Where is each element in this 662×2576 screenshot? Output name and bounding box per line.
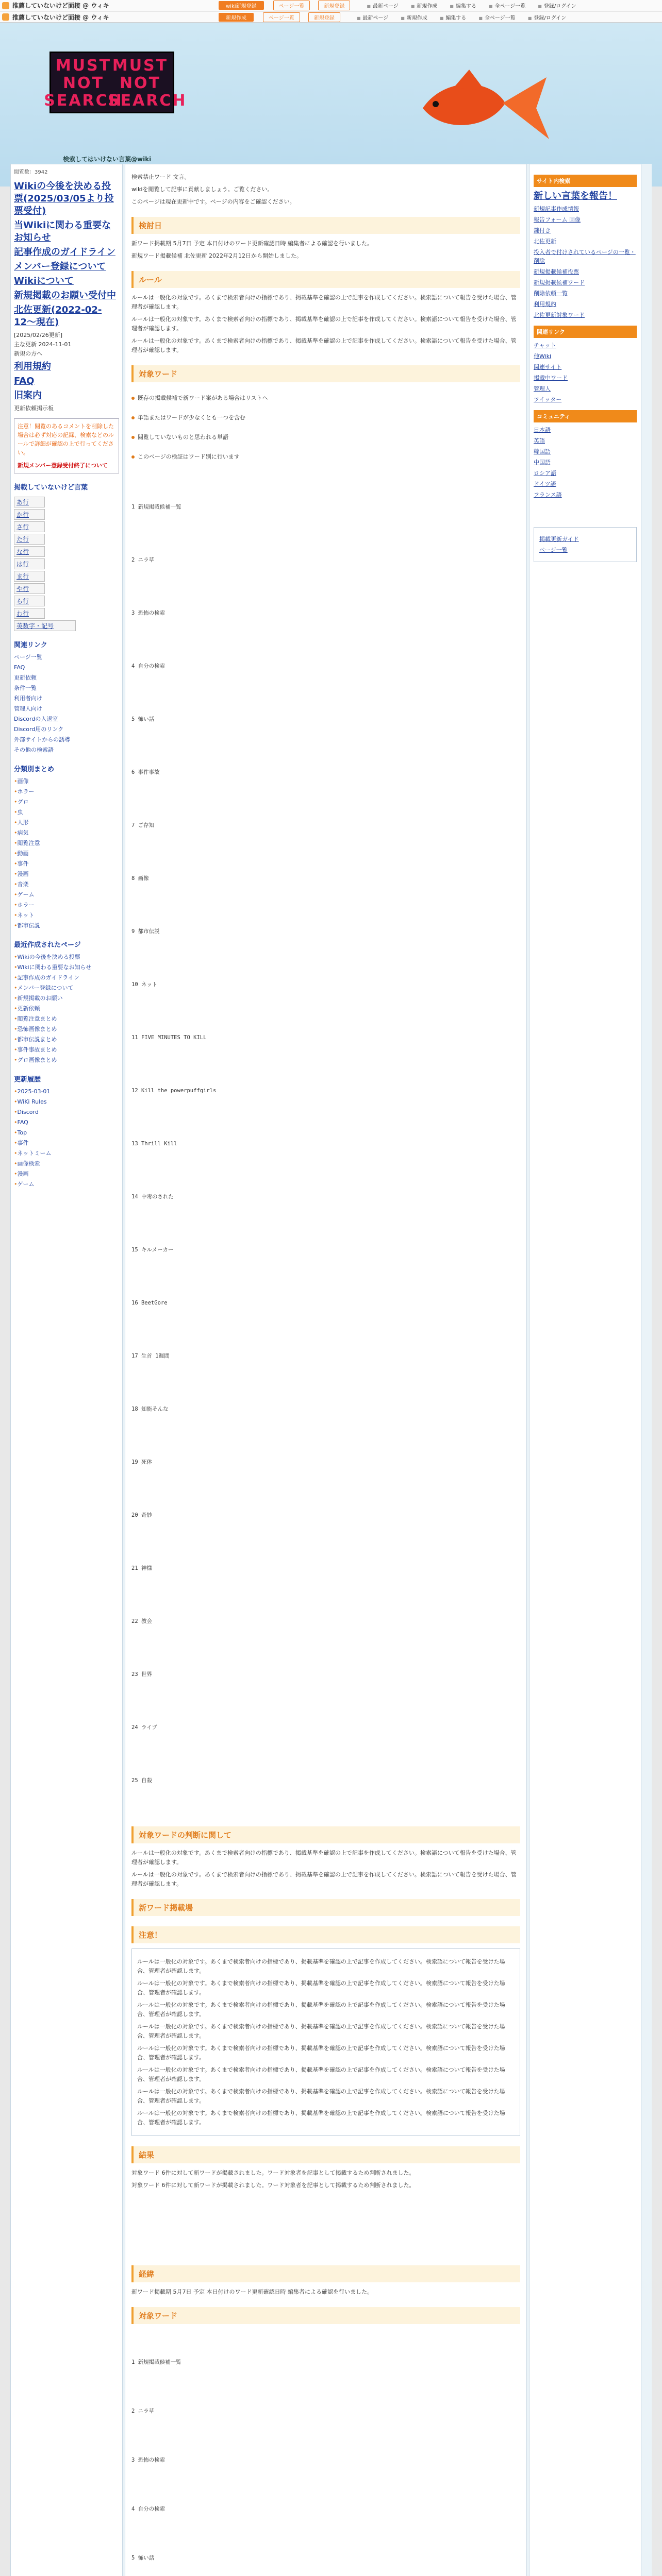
site-header (0, 23, 662, 187)
right-link[interactable]: 管理人 (534, 385, 551, 392)
right-link[interactable]: 他Wiki (534, 353, 552, 360)
kana-button[interactable]: さ行 (14, 521, 45, 532)
recent-link[interactable]: • 恐怖画像まとめ (14, 1024, 119, 1035)
goldfish-icon (412, 67, 557, 149)
banner-title-right: MUST NOT SEARCH (108, 57, 187, 110)
related-link[interactable]: FAQ (14, 664, 25, 671)
right-link[interactable]: 投入者で付けされているページの一覧・削除 (534, 249, 636, 264)
related-link[interactable]: 外部サイトからの誘導 (14, 736, 71, 743)
right-link[interactable]: チャット (534, 342, 556, 349)
history-link[interactable]: • WiKi Rules (14, 1097, 119, 1107)
topic-link[interactable]: ■ 全ページ一覧 (489, 2, 525, 9)
site-banner[interactable] (44, 52, 187, 113)
history-title: 更新履歴 (14, 1076, 41, 1083)
note: ルールは一般化の対象です。あくまで検索者向けの指標であり、掲載基準を確認の上で記事を作成してください。検索語について報告を受けた場合、管理者が確認します。 (137, 2110, 505, 2126)
right-link[interactable]: ドイツ語 (534, 481, 556, 487)
kana-button[interactable]: な行 (14, 546, 45, 557)
right-link[interactable]: 新規記事作成情報 (534, 206, 579, 212)
note: ルールは一般化の対象です。あくまで検索者向けの指標であり、掲載基準を確認の上で記事を作成してください。検索語について報告を受けた場合、管理者が確認します。 (137, 2066, 505, 2082)
recent-link[interactable]: • 更新依頼 (14, 1004, 119, 1014)
related-link[interactable]: 利用者向け (14, 695, 42, 702)
right-link[interactable]: 鍵付き (534, 227, 551, 234)
type-link[interactable]: • 病気 (14, 828, 119, 838)
top-toolbar (0, 0, 662, 23)
note: ルールは一般化の対象です。あくまで検索者向けの指標であり、掲載基準を確認の上で記事を作成してください。検索語について報告を受けた場合、管理者が確認します。 (137, 2023, 505, 2039)
history-link[interactable]: • ネットミーム (14, 1148, 119, 1159)
topic-link[interactable]: ■ 編集する (440, 13, 467, 21)
right-link[interactable]: 報告フォーム 画像 (534, 216, 581, 223)
nav-vote[interactable]: Wikiの今後を決める投票(2025/03/05より投票受付) (14, 181, 114, 216)
kana-button[interactable]: あ行 (14, 497, 45, 507)
paragraph: 新ワード掲載期 5月7日 予定 本日付けのワード更新確認日時 編集者による確認を行いました。 (131, 240, 373, 247)
recent-link[interactable]: • 記事作成のガイドライン (14, 973, 119, 983)
type-link[interactable]: • 虫 (14, 807, 119, 818)
right-link[interactable]: ロシア語 (534, 470, 556, 477)
type-link[interactable]: • グロ (14, 797, 119, 807)
right-link[interactable]: 掲載更新ガイド (539, 536, 579, 543)
right-heading: 関連リンク (534, 326, 637, 338)
right-link[interactable]: 日本語 (534, 427, 551, 433)
history-link[interactable]: • ゲーム (14, 1179, 119, 1190)
page-list-button[interactable]: ページ一覧 (273, 1, 310, 10)
right-link[interactable]: 削除依頼一覧 (534, 290, 568, 297)
recent-link[interactable]: • 事件事故まとめ (14, 1045, 119, 1055)
main-content (125, 164, 527, 2576)
section-heading: 対象ワード (131, 2307, 520, 2324)
list-item: 単語またはワードが少なくとも一つを含む (131, 413, 520, 421)
right-link[interactable]: 中国語 (534, 459, 551, 466)
notice-box (14, 418, 119, 473)
note: ルールは一般化の対象です。あくまで検索者向けの指標であり、掲載基準を確認の上で記事を作成してください。検索語について報告を受けた場合、管理者が確認します。 (137, 2045, 505, 2061)
register-button[interactable]: 新規登録 (308, 12, 340, 22)
history-links (14, 1087, 119, 1190)
note: ルールは一般化の対象です。あくまで検索者向けの指標であり、掲載基準を確認の上で記事を作成してください。検索語について報告を受けた場合、管理者が確認します。 (137, 1980, 505, 1996)
recent-link[interactable]: • Wikiに関わる重要なお知らせ (14, 962, 119, 973)
nav-old[interactable]: 旧案内 (14, 390, 42, 401)
topic-link[interactable]: ■ 新規作成 (411, 2, 438, 9)
site-name-link[interactable]: 推薦していないけど面接 @ ウィキ (12, 13, 109, 21)
topic-link[interactable]: ■ 最新ページ (357, 13, 388, 21)
history-link[interactable]: • 事件 (14, 1138, 119, 1148)
list-item: このページの検証はワード別に行います (131, 452, 520, 461)
type-link[interactable]: • 画像 (14, 776, 119, 787)
nav-guideline[interactable]: 記事作成のガイドライン (14, 247, 115, 258)
nav-important[interactable]: 当Wikiに関わる重要なお知らせ (14, 220, 111, 243)
atwiki-logo-icon (2, 13, 9, 21)
related-link[interactable]: Discord用のリンク (14, 726, 64, 733)
list-item: 既存の掲載候補で新ワード案がある場合はリストへ (131, 394, 520, 402)
right-link[interactable]: 韓国語 (534, 448, 551, 455)
recent-link[interactable]: • グロ画像まとめ (14, 1055, 119, 1065)
view-count: 閲覧数：3942 (14, 170, 48, 175)
topic-link[interactable]: ■ 登録/ログイン (528, 13, 566, 21)
notes-box (131, 1948, 520, 2136)
atwiki-logo-icon (2, 2, 9, 9)
topic-link[interactable]: ■ 最新ページ (367, 2, 398, 9)
topic-link[interactable]: ■ 登録/ログイン (538, 2, 576, 9)
rules-text: ルールは一般化の対象です。あくまで検索者向けの指標であり、掲載基準を確認の上で記事を作成してください。検索語について報告を受けた場合、管理者が確認します。 (131, 316, 517, 332)
related-link[interactable]: 管理人向け (14, 705, 42, 712)
history-link[interactable]: • 画像検索 (14, 1159, 119, 1169)
new-page-button[interactable]: 新規作成 (219, 13, 254, 22)
nav-member[interactable]: メンバー登録について (14, 261, 106, 272)
type-link[interactable]: • ホラー (14, 787, 119, 797)
section-title: 掲載していないけど言葉 (14, 484, 88, 492)
nav-request[interactable]: 新規掲載のお願い受付中 (14, 290, 116, 301)
type-link[interactable]: • ゲーム (14, 890, 119, 900)
login-button[interactable]: wiki新規登録 (219, 1, 264, 10)
banner-title: MUST NOT SEARCH (44, 57, 123, 110)
update-note[interactable]: 主な更新 2024-11-01 (14, 341, 72, 348)
rules-text: ルールは一般化の対象です。あくまで検索者向けの指標であり、掲載基準を確認の上で記事を作成してください。検索語について報告を受けた場合、管理者が確認します。 (131, 294, 517, 310)
topic-link[interactable]: ■ 新規作成 (401, 13, 427, 21)
related-link[interactable]: Discordの入退室 (14, 716, 58, 722)
related-links (14, 652, 119, 755)
result-text: 対象ワード 6件に対して新ワードが掲載されました。ワード対象者を記事として掲載するため判断されました。 (131, 2182, 415, 2189)
section-heading: ルール (131, 271, 520, 288)
right-link[interactable]: 利用規約 (534, 301, 556, 308)
kana-button[interactable]: か行 (14, 509, 45, 520)
paragraph: 新ワード掲載期 5月7日 予定 本日付けのワード更新確認日時 編集者による確認を行いました。 (131, 2289, 373, 2295)
update-date: [2025/02/26更新] (14, 332, 62, 338)
toolbar-row (0, 0, 662, 11)
register-button[interactable]: 新規登録 (318, 1, 350, 10)
recent-links (14, 952, 119, 1065)
right-link[interactable]: フランス語 (534, 492, 562, 498)
section-heading: 新ワード掲載場 (131, 1899, 520, 1916)
warning-text: 新規メンバー登録受付終了について (18, 462, 108, 469)
page-wrapper (10, 164, 652, 2576)
newcomer-link[interactable]: 新規の方へ (14, 350, 42, 357)
right-link[interactable]: 北佐更新 (534, 238, 556, 245)
word-list: 1 新規掲載候補一覧 2 ニラ草 3 恐怖の検索 4 自分の検索 5 怖い話 6 事件事故 7 ご存知 8 画像 9 都市伝説 10 ネット 11 FIVE MINUTES TO KILL 12 Kill the powerpuffgirls 13 Thrill Kill 14 中毒のされた 15 キルメーカー 16 BeetGore 17 生首 1週間 18 知能そんな 19 死体 20 奇妙 21 神様 22 教会 23 世界 24 ライブ 25 自殺 (131, 504, 217, 1784)
intro-text: wikiを閲覧して記事に貢献しましょう。ご覧ください。 (131, 186, 273, 193)
section-heading: 結果 (131, 2146, 520, 2163)
recent-link[interactable]: • 新規掲載のお願い (14, 993, 119, 1004)
type-link[interactable]: • 動画 (14, 849, 119, 859)
note: ルールは一般化の対象です。あくまで検索者向けの指標であり、掲載基準を確認の上で記事を作成してください。検索語について報告を受けた場合、管理者が確認します。 (137, 1958, 505, 1974)
kana-button[interactable]: ら行 (14, 596, 45, 606)
right-link[interactable]: ページ一覧 (539, 547, 568, 553)
paragraph: ルールは一般化の対象です。あくまで検索者向けの指標であり、掲載基準を確認の上で記事を作成してください。検索語について報告を受けた場合、管理者が確認します。 (131, 1871, 517, 1887)
nav-about[interactable]: Wikiについて (14, 276, 74, 286)
topic-link[interactable]: ■ 編集する (450, 2, 476, 9)
site-name-link[interactable]: 推薦していないけど面接 @ ウィキ (12, 2, 109, 9)
kana-button[interactable]: 英数字・記号 (14, 620, 76, 631)
paragraph: ルールは一般化の対象です。あくまで検索者向けの指標であり、掲載基準を確認の上で記事を作成してください。検索語について報告を受けた場合、管理者が確認します。 (131, 1850, 517, 1866)
kana-index (14, 497, 119, 631)
nav-faq[interactable]: FAQ (14, 376, 35, 386)
right-link[interactable]: ツイッター (534, 396, 562, 403)
right-link[interactable]: 新規掲載候補ワード (534, 279, 585, 286)
page-list-button[interactable]: ページ一覧 (263, 12, 300, 22)
kana-button[interactable]: わ行 (14, 608, 45, 619)
types-title: 分類別まとめ (14, 766, 55, 773)
related-link[interactable]: 条件一覧 (14, 685, 37, 691)
section-heading: 注意！ (131, 1926, 520, 1943)
intro-text: 検索禁止ワード 文言。 (131, 174, 190, 180)
recent-link[interactable]: • メンバー登録について (14, 983, 119, 993)
history-link[interactable]: • Discord (14, 1107, 119, 1117)
related-link[interactable]: その他の検索語 (14, 747, 54, 753)
section-heading: 経緯 (131, 2265, 520, 2282)
note: ルールは一般化の対象です。あくまで検索者向けの指標であり、掲載基準を確認の上で記事を作成してください。検索語について報告を受けた場合、管理者が確認します。 (137, 2002, 505, 2018)
right-link[interactable]: 掲載中ワード (534, 375, 568, 381)
type-links (14, 776, 119, 931)
bbs-link[interactable]: 更新依頼掲示板 (14, 405, 54, 412)
nav-terms[interactable]: 利用規約 (14, 361, 51, 372)
note: ルールは一般化の対象です。あくまで検索者向けの指標であり、掲載基準を確認の上で記事を作成してください。検索語について報告を受けた場合、管理者が確認します。 (137, 2088, 505, 2104)
right-link[interactable]: 英語 (534, 437, 545, 444)
section-heading: 対象ワードの判断に関して (131, 1826, 520, 1843)
type-link[interactable]: • 人形 (14, 818, 119, 828)
right-link[interactable]: 北佐更新対象ワード (534, 312, 585, 318)
type-link[interactable]: • 事件 (14, 859, 119, 869)
notice-text: 注意！閲覧のあるコメントを削除した場合は必ず対応の記録、検索などのルールで詳細が確認の上で行ってください。 (18, 423, 114, 456)
result-text: 対象ワード 6件に対して新ワードが掲載されました。ワード対象者を記事として掲載するため判断されました。 (131, 2170, 415, 2176)
site-subtitle: 検索してはいけない言葉@wiki (63, 156, 152, 163)
rules-text: ルールは一般化の対象です。あくまで検索者向けの指標であり、掲載基準を確認の上で記事を作成してください。検索語について報告を受けた場合、管理者が確認します。 (131, 337, 517, 353)
report-link[interactable]: 新しい言葉を報告！ (534, 191, 617, 201)
kana-button[interactable]: や行 (14, 583, 45, 594)
type-link[interactable]: • ホラー (14, 900, 119, 910)
recent-link[interactable]: • Wikiの今後を決める投票 (14, 952, 119, 962)
topic-link[interactable]: ■ 全ページ一覧 (478, 13, 515, 21)
list-item: 閲覧していないものと思われる単語 (131, 433, 520, 441)
type-link[interactable]: • 音楽 (14, 879, 119, 890)
recent-link[interactable]: • 都市伝説まとめ (14, 1035, 119, 1045)
nav-small-list (14, 331, 119, 413)
type-link[interactable]: • 都市伝説 (14, 921, 119, 931)
history-link[interactable]: • 2025-03-01 (14, 1087, 119, 1097)
related-link[interactable]: 更新依頼 (14, 674, 37, 681)
toolbar-row-2 (0, 11, 662, 22)
right-heading: コミュニティ (534, 410, 637, 422)
word-list-2: 1 新規掲載候補一覧 2 ニラ草 3 恐怖の検索 4 自分の検索 5 怖い話 (131, 2359, 181, 2561)
right-footer-box (534, 527, 637, 562)
paragraph: 新規ワード掲載候補 北佐更新 2022年2月12日から開始しました。 (131, 252, 302, 259)
history-link[interactable]: • Top (14, 1128, 119, 1138)
recent-title: 最近作成されたページ (14, 941, 81, 949)
intro-text: このページは現在更新中です。ページの内容をご確認ください。 (131, 198, 295, 205)
section-heading: 対象ワード (131, 365, 520, 382)
kana-button[interactable]: は行 (14, 558, 45, 569)
nav-update[interactable]: 北佐更新(2022-02-12〜現在) (14, 304, 102, 328)
type-link[interactable]: • 漫画 (14, 869, 119, 879)
related-link[interactable]: ページ一覧 (14, 654, 42, 660)
history-link[interactable]: • FAQ (14, 1117, 119, 1128)
section-heading: 検討日 (131, 217, 520, 234)
left-sidebar (10, 164, 123, 2576)
links-title: 関連リンク (14, 641, 47, 649)
kana-button[interactable]: た行 (14, 534, 45, 545)
type-link[interactable]: • ネット (14, 910, 119, 921)
history-link[interactable]: • 漫画 (14, 1169, 119, 1179)
kana-button[interactable]: ま行 (14, 571, 45, 582)
type-link[interactable]: • 閲覧注意 (14, 838, 119, 849)
right-heading: サイト内検索 (534, 175, 637, 187)
right-sidebar (529, 164, 641, 2576)
right-link[interactable]: 新規掲載候補投票 (534, 268, 579, 275)
right-link[interactable]: 関連サイト (534, 364, 562, 370)
recent-link[interactable]: • 閲覧注意まとめ (14, 1014, 119, 1024)
